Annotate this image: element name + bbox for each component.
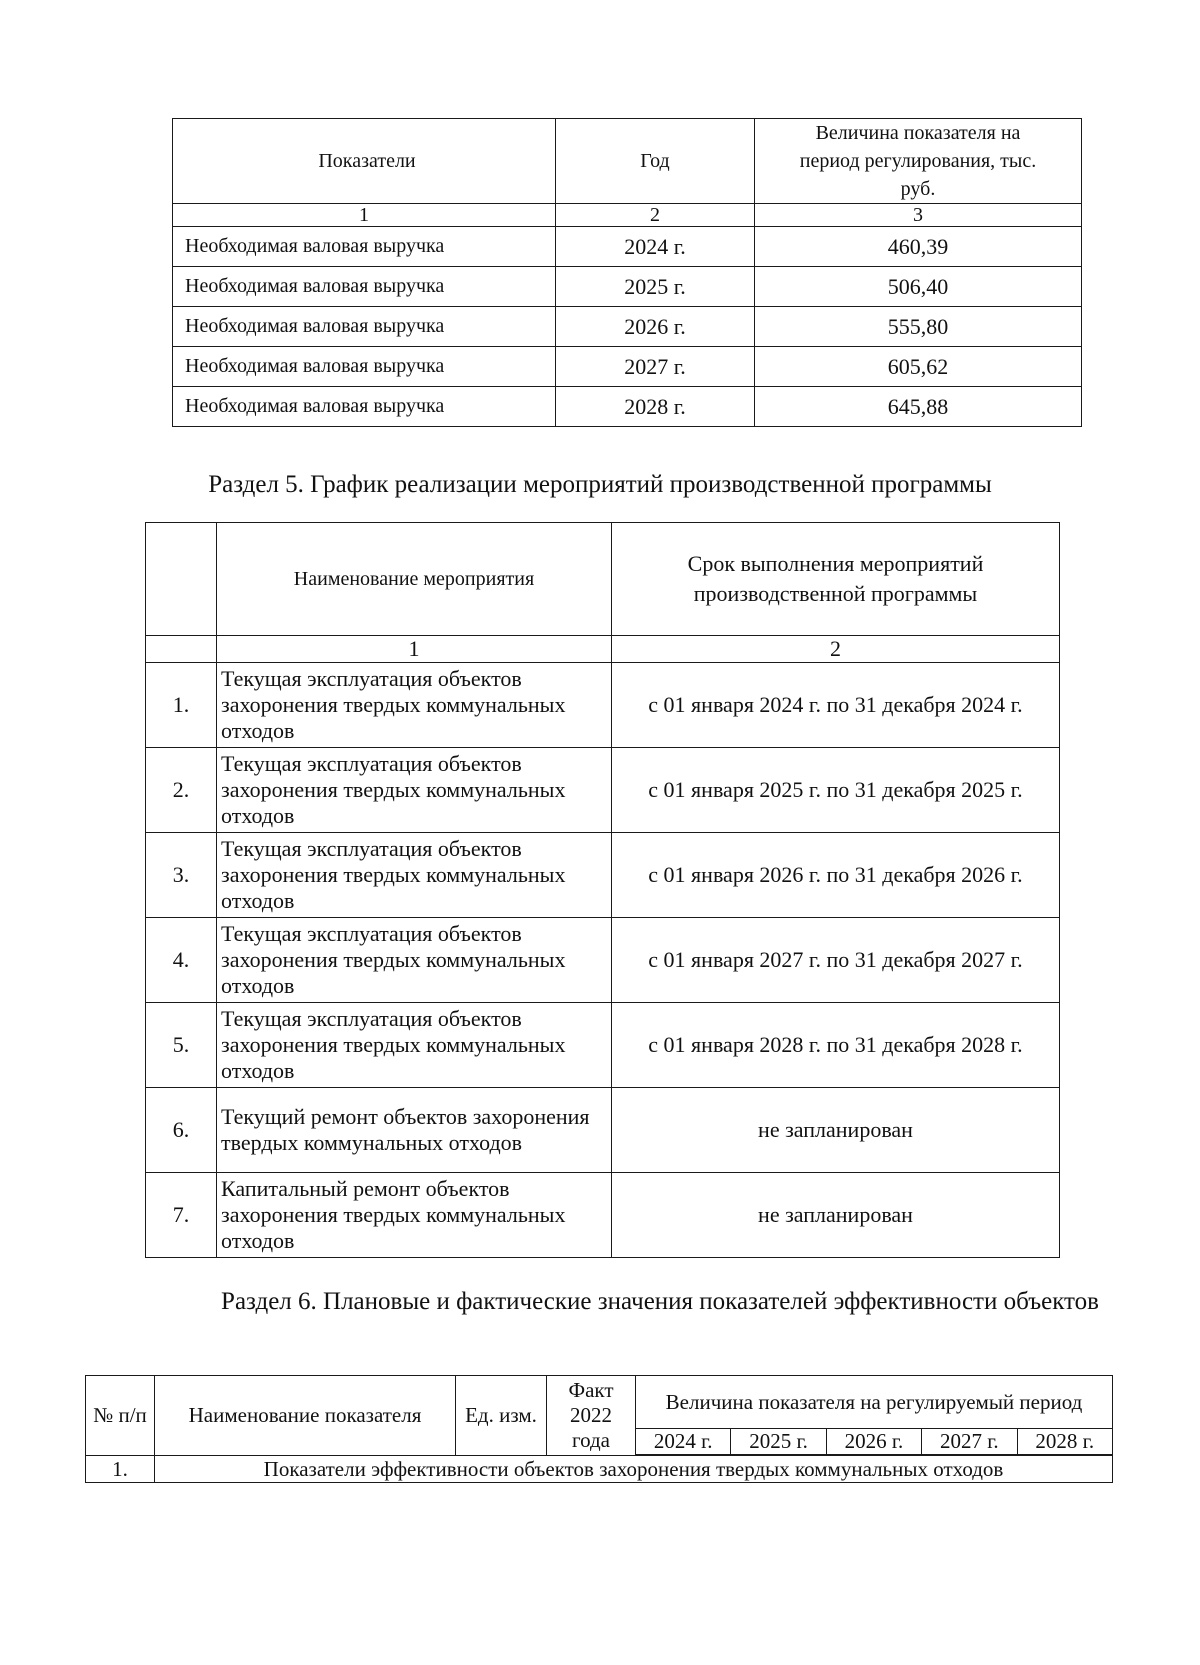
- value-cell: 645,88: [755, 387, 1082, 427]
- value-cell: 506,40: [755, 267, 1082, 307]
- table-row: [146, 1173, 1060, 1258]
- table-row: [146, 1088, 1060, 1173]
- section-row: [86, 1456, 1113, 1483]
- column-numbers-row: [146, 636, 1060, 663]
- header-term: Срок выполнения мероприятий производственной программы: [612, 523, 1060, 636]
- header-number: [146, 523, 217, 636]
- year-header: 2026 г.: [826, 1429, 921, 1455]
- table-row: [173, 347, 1082, 387]
- indicator-cell: Необходимая валовая выручка: [173, 307, 556, 347]
- year-header: 2024 г.: [636, 1429, 731, 1455]
- row-number: 6.: [146, 1088, 217, 1173]
- year-cell: 2026 г.: [556, 307, 755, 347]
- header-indicators: Показатели: [173, 119, 556, 204]
- value-cell: 605,62: [755, 347, 1082, 387]
- activity-term: с 01 января 2025 г. по 31 декабря 2025 г.: [612, 748, 1060, 833]
- value-cell: 555,80: [755, 307, 1082, 347]
- table-row: [173, 387, 1082, 427]
- activity-name: Текущая эксплуатация объектов захоронения твердых коммунальных отходов: [217, 663, 612, 748]
- activity-term: с 01 января 2028 г. по 31 декабря 2028 г.: [612, 1003, 1060, 1088]
- row-number: 4.: [146, 918, 217, 1003]
- year-cell: 2027 г.: [556, 347, 755, 387]
- section-row-title: Показатели эффективности объектов захоронения твердых коммунальных отходов: [155, 1456, 1113, 1483]
- table-row: [146, 918, 1060, 1003]
- efficiency-table-header: [86, 1376, 1113, 1429]
- table-row: [146, 663, 1060, 748]
- revenue-table-header: [173, 119, 1082, 204]
- row-number: 1.: [146, 663, 217, 748]
- indicator-cell: Необходимая валовая выручка: [173, 267, 556, 307]
- header-regulated-period: Величина показателя на регулируемый период: [636, 1376, 1113, 1429]
- activity-term: не запланирован: [612, 1173, 1060, 1258]
- header-fact-2022: Факт 2022 года: [547, 1376, 636, 1456]
- table-row: [173, 227, 1082, 267]
- header-value: Величина показателя на период регулирования, тыс. руб.: [755, 119, 1082, 204]
- column-numbers-row: [173, 204, 1082, 227]
- table-row: [173, 267, 1082, 307]
- table-row: [146, 748, 1060, 833]
- indicator-cell: Необходимая валовая выручка: [173, 227, 556, 267]
- activity-term: не запланирован: [612, 1088, 1060, 1173]
- table-row: [146, 833, 1060, 918]
- table-row: [146, 1003, 1060, 1088]
- activity-name: Текущий ремонт объектов захоронения твердых коммунальных отходов: [217, 1088, 612, 1173]
- row-number: 1.: [86, 1456, 155, 1483]
- year-header: 2028 г.: [1017, 1429, 1113, 1455]
- section-6-title: Раздел 6. Плановые и фактические значения показателей эффективности объектов: [221, 1288, 1099, 1315]
- value-cell: 460,39: [755, 227, 1082, 267]
- activity-name: Текущая эксплуатация объектов захоронения твердых коммунальных отходов: [217, 748, 612, 833]
- header-unit: Ед. изм.: [456, 1376, 547, 1456]
- schedule-table: [145, 522, 1060, 1258]
- year-header: 2027 г.: [922, 1429, 1017, 1455]
- table-row: [173, 307, 1082, 347]
- col-number: [146, 636, 217, 663]
- activity-term: с 01 января 2024 г. по 31 декабря 2024 г.: [612, 663, 1060, 748]
- header-year: Год: [556, 119, 755, 204]
- indicator-cell: Необходимая валовая выручка: [173, 387, 556, 427]
- row-number: 7.: [146, 1173, 217, 1258]
- efficiency-table: [85, 1375, 1113, 1483]
- indicator-cell: Необходимая валовая выручка: [173, 347, 556, 387]
- col-number: 2: [612, 636, 1060, 663]
- revenue-table: [172, 118, 1082, 427]
- activity-term: с 01 января 2027 г. по 31 декабря 2027 г.: [612, 918, 1060, 1003]
- activity-name: Текущая эксплуатация объектов захоронения твердых коммунальных отходов: [217, 918, 612, 1003]
- schedule-table-header: [146, 523, 1060, 636]
- header-activity-name: Наименование мероприятия: [217, 523, 612, 636]
- row-number: 2.: [146, 748, 217, 833]
- header-indicator-name: Наименование показателя: [155, 1376, 456, 1456]
- activity-name: Текущая эксплуатация объектов захоронения твердых коммунальных отходов: [217, 1003, 612, 1088]
- header-number: № п/п: [86, 1376, 155, 1456]
- section-5-title: Раздел 5. График реализации мероприятий производственной программы: [208, 471, 992, 498]
- col-number: 2: [556, 204, 755, 227]
- activity-name: Текущая эксплуатация объектов захоронения твердых коммунальных отходов: [217, 833, 612, 918]
- year-cell: 2028 г.: [556, 387, 755, 427]
- year-cell: 2025 г.: [556, 267, 755, 307]
- row-number: 5.: [146, 1003, 217, 1088]
- col-number: 3: [755, 204, 1082, 227]
- activity-name: Капитальный ремонт объектов захоронения твердых коммунальных отходов: [217, 1173, 612, 1258]
- year-header: 2025 г.: [731, 1429, 826, 1455]
- row-number: 3.: [146, 833, 217, 918]
- activity-term: с 01 января 2026 г. по 31 декабря 2026 г.: [612, 833, 1060, 918]
- col-number: 1: [173, 204, 556, 227]
- year-cell: 2024 г.: [556, 227, 755, 267]
- col-number: 1: [217, 636, 612, 663]
